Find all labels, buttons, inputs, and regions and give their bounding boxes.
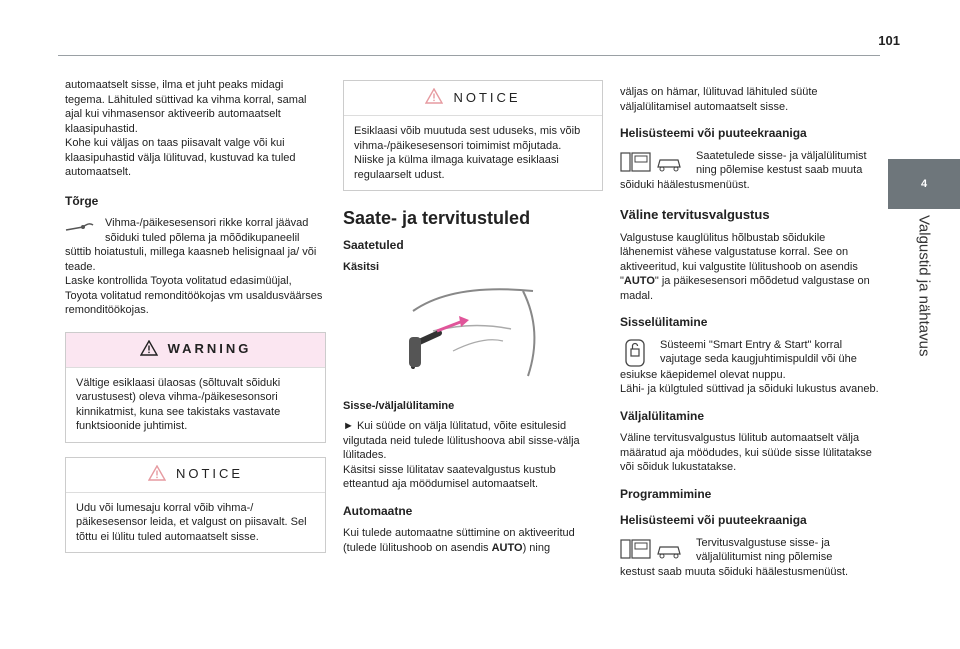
notice-header-left [66,458,325,493]
warning-text: Vältige esiklaasi ülaosas (sõltuvalt sõiduki varustusest) oleva vihma-/päikesesonsori kinnikatmist, kuna see takistaks vastavate funktsioonide juhtimist. [76,376,281,432]
switch-on-heading: Sisselülitamine [620,315,708,329]
automatic-text-b: ) ning [522,541,551,554]
notice-box-middle [343,80,603,191]
external-text-bold: AUTO [623,275,655,287]
fault-text-rest: süttib hoiatustuli, millega kaasneb helisignaal ja/ või teade. Laske kontrollida Toyota volitatud edasimüüjal, Toyota volitatud remonditöökojas vm usaldusväärses remonditöökojas. [65,246,323,316]
column-right [620,85,880,579]
system-text-indent: Saatetulede sisse- ja väljalülitumist ning põlemise kestust saab muuta [696,149,867,176]
switch-on-rest: esiukse käepidemel olevat nuppu. Lähi- ja külgtuled süttivad ja sõiduki lukustus avaneb. [620,368,879,395]
light-stalk-illustration [393,281,553,385]
fault-heading: Tõrge [65,193,99,208]
fault-text-indent: Vihma-/päikesesensori rikke korral jäävad sõiduki tuled põlema ja mõõdikupaneelil [105,217,309,244]
switch-off-text: Väline tervitusvalgustus lülitub automaatselt välja määratud aja möödudes, kui süüde sisse lülitatakse või sõiduk lukustatakse. [620,432,872,473]
notice-title-middle: NOTICE [453,89,521,105]
automatic-heading: Automaatne [343,503,413,518]
system2-indent: Tervitusvalgustuse sisse- ja väljalülitumist ning põlemise [696,536,833,563]
notice-title-left: NOTICE [175,466,244,482]
switch-on-row [620,338,880,368]
audio-touchscreen-icon [620,536,686,560]
external-text-b: " ja päikesesensori mõõdetud valgustase on madal. [620,275,870,302]
system2-row [620,536,880,565]
warning-box [65,332,326,443]
switch-on-indent: Süsteemi "Smart Entry & Start" korral vajutage seda kaugjuhtimispuldil või ühe [660,338,857,365]
automatic-text-bold: AUTO [491,541,523,554]
system-row [620,149,880,178]
notice-text-left: Udu või lumesaju korral võib vihma-/ päikesesensor leida, et valgust on piisavalt. Sel tõttu ei lülitu tuled automaatselt sisse. [76,501,307,543]
chapter-title-vertical [888,215,960,355]
chapter-title: Valgustid ja nähtavus [915,215,933,357]
chapter-number-tab [888,159,960,209]
system2-heading: Helisüsteemi või puuteekraaniga [620,513,807,527]
page-number: 101 [878,33,900,48]
fault-row [65,216,326,245]
external-heading: Väline tervitusvalgustus [620,207,770,222]
manual-heading: Käsitsi [343,261,380,273]
warning-title: WARNING [167,341,252,357]
column-middle [343,80,603,555]
audio-touchscreen-icon [620,149,686,173]
switch-text: ► Kui süüde on välja lülitatud, võite esitulesid vilgutada neid tulede lülitushoova abil sisse-välja lülitades. Käsitsi sisse lülitatav saatevalgustus kustub etteantud aja möödumisel automaatselt. [343,420,580,490]
system-text-rest: sõiduki häälestusmenüüst. [620,178,750,191]
programming-heading: Programmimine [620,486,712,501]
column-left [65,78,326,553]
notice-text-middle: Esiklaasi võib muutuda sest uduseks, mis võib vihma-/päikesesensori toimimist mõjutada. Niiske ja külma ilmaga kuivatage esiklaasi regulaarselt udust. [354,125,581,181]
intro-paragraph: automaatselt sisse, ilma et juht peaks midagi tegema. Lähituled süttivad ka vihma korral, samal ajal kui vihmasensor aktiveerib automaatselt klaasipuhastid. Kohe kui väljas on taas piisavalt valge või kui klaasipuhastid välja lülituvad, kustuvad ka tuled automaatselt. [65,79,307,178]
automatic-text-a: Kui tulede automaatne süttimine on aktiveeritud (tulede lülitushoob on asendis [343,527,575,554]
notice-header-middle [344,81,602,116]
remote-key-icon [620,338,650,368]
section-title: Saate- ja tervitustuled [343,208,531,228]
switch-off-heading: Väljalülitamine [620,408,705,423]
external-text [620,231,880,304]
warning-triangle-icon [140,340,158,360]
chapter-number: 4 [920,178,928,190]
system-heading: Helisüsteemi või puuteekraaniga [620,126,807,140]
system2-rest: kestust saab muuta sõiduki häälestusmenüüst. [620,565,849,578]
subsection-heading: Saatetuled [343,237,404,252]
notice-triangle-icon [148,465,166,485]
warning-header [66,333,325,368]
external-text-a: Valgustuse kauglülitus hõlbustab sõidukile lähenemist vähese valgustatuse korral. See on aktiveeritud, kui valgustite lülitushoob on asendis " [620,231,858,287]
notice-box-left [65,457,326,554]
intro-right: väljas on hämar, lülituvad lähituled süüte väljalülitamisel automaatselt sisse. [620,86,818,113]
switch-heading: Sisse-/väljalülitamine [343,399,455,412]
header-rule [58,55,880,56]
notice-triangle-icon [425,88,443,108]
automatic-text [343,526,603,555]
wiper-icon [65,216,95,240]
